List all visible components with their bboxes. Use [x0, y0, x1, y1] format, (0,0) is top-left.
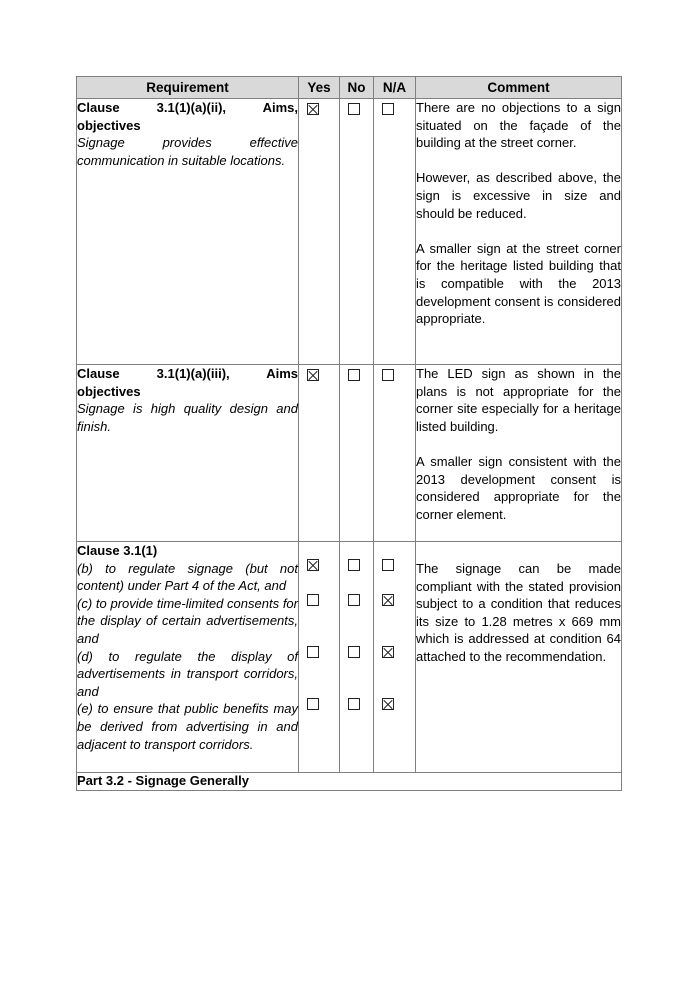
- na-cell: [374, 365, 416, 542]
- header-row: [77, 77, 622, 99]
- clause-title: Clause 3.1(1)(a)(iii), Aims: [77, 366, 298, 381]
- yes-cell: [299, 99, 340, 365]
- checked-checkbox-icon: [382, 594, 394, 606]
- header-yes: Yes: [299, 77, 340, 99]
- comment-paragraph: A smaller sign at the street corner for the heritage listed building that is compatible with the 2013 development consent is considered appropriate.: [416, 240, 621, 327]
- checked-checkbox-icon: [307, 559, 319, 571]
- checkbox-icon: [307, 698, 319, 710]
- clause-objective: objectives: [77, 383, 141, 399]
- no-cell: [340, 542, 374, 773]
- na-cell: [374, 542, 416, 773]
- requirements-table: [76, 76, 622, 791]
- comment-paragraph: However, as described above, the sign is excessive in size and should be reduced.: [416, 170, 621, 221]
- table-row: [77, 365, 622, 542]
- comment-paragraph: There are no objections to a sign situated on the façade of the building at the street corner.: [416, 100, 621, 151]
- clause-item: (e) to ensure that public benefits may be derived from advertising in and adjacent to transport corridors.: [77, 701, 298, 752]
- yes-cell: [299, 542, 340, 773]
- checkbox-icon: [382, 103, 394, 115]
- requirement-cell: [77, 542, 299, 773]
- section-heading: Part 3.2 - Signage Generally: [77, 773, 622, 791]
- clause-item: (d) to regulate the display of advertisements in transport corridors, and: [77, 648, 298, 699]
- no-cell: [340, 365, 374, 542]
- clause-description: Signage provides effective communication in suitable locations.: [77, 135, 298, 168]
- requirement-cell: [77, 99, 299, 365]
- comment-cell: [416, 542, 622, 773]
- clause-description: Signage is high quality design and finish.: [77, 401, 298, 434]
- checkbox-icon: [382, 559, 394, 571]
- header-comment: Comment: [416, 77, 622, 99]
- checkbox-icon: [307, 646, 319, 658]
- comment-paragraph: The LED sign as shown in the plans is not appropriate for the corner site especially for a heritage listed building.: [416, 366, 621, 434]
- checked-checkbox-icon: [307, 369, 319, 381]
- checkbox-icon: [307, 594, 319, 606]
- checked-checkbox-icon: [307, 103, 319, 115]
- table-row: [77, 542, 622, 773]
- yes-cell: [299, 365, 340, 542]
- header-requirement: Requirement: [77, 77, 299, 99]
- checked-checkbox-icon: [382, 698, 394, 710]
- clause-item: (c) to provide time-limited consents for the display of certain advertisements, and: [77, 595, 298, 646]
- checkbox-icon: [382, 369, 394, 381]
- na-cell: [374, 99, 416, 365]
- checkbox-icon: [348, 594, 360, 606]
- comment-cell: [416, 365, 622, 542]
- checkbox-icon: [348, 646, 360, 658]
- clause-item: (b) to regulate signage (but not content) under Part 4 of the Act, and: [77, 560, 298, 594]
- checkbox-icon: [348, 103, 360, 115]
- clause-title: Clause 3.1(1)(a)(ii), Aims,: [77, 100, 298, 115]
- table-row: [77, 99, 622, 365]
- no-cell: [340, 99, 374, 365]
- comment-paragraph: A smaller sign consistent with the 2013 development consent is considered appropriate for the corner element.: [416, 453, 621, 522]
- checkbox-icon: [348, 559, 360, 571]
- comment-cell: [416, 99, 622, 365]
- requirement-cell: [77, 365, 299, 542]
- checked-checkbox-icon: [382, 646, 394, 658]
- section-row: [77, 773, 622, 791]
- header-na: N/A: [374, 77, 416, 99]
- clause-objective: objectives: [77, 117, 141, 133]
- comment-paragraph: The signage can be made compliant with the stated provision subject to a condition that reduces its size to 1.28 metres x 669 mm which is addressed at condition 64 attached to the recommendation.: [416, 561, 621, 664]
- checkbox-icon: [348, 698, 360, 710]
- clause-title: Clause 3.1(1): [77, 543, 158, 558]
- header-no: No: [340, 77, 374, 99]
- checkbox-icon: [348, 369, 360, 381]
